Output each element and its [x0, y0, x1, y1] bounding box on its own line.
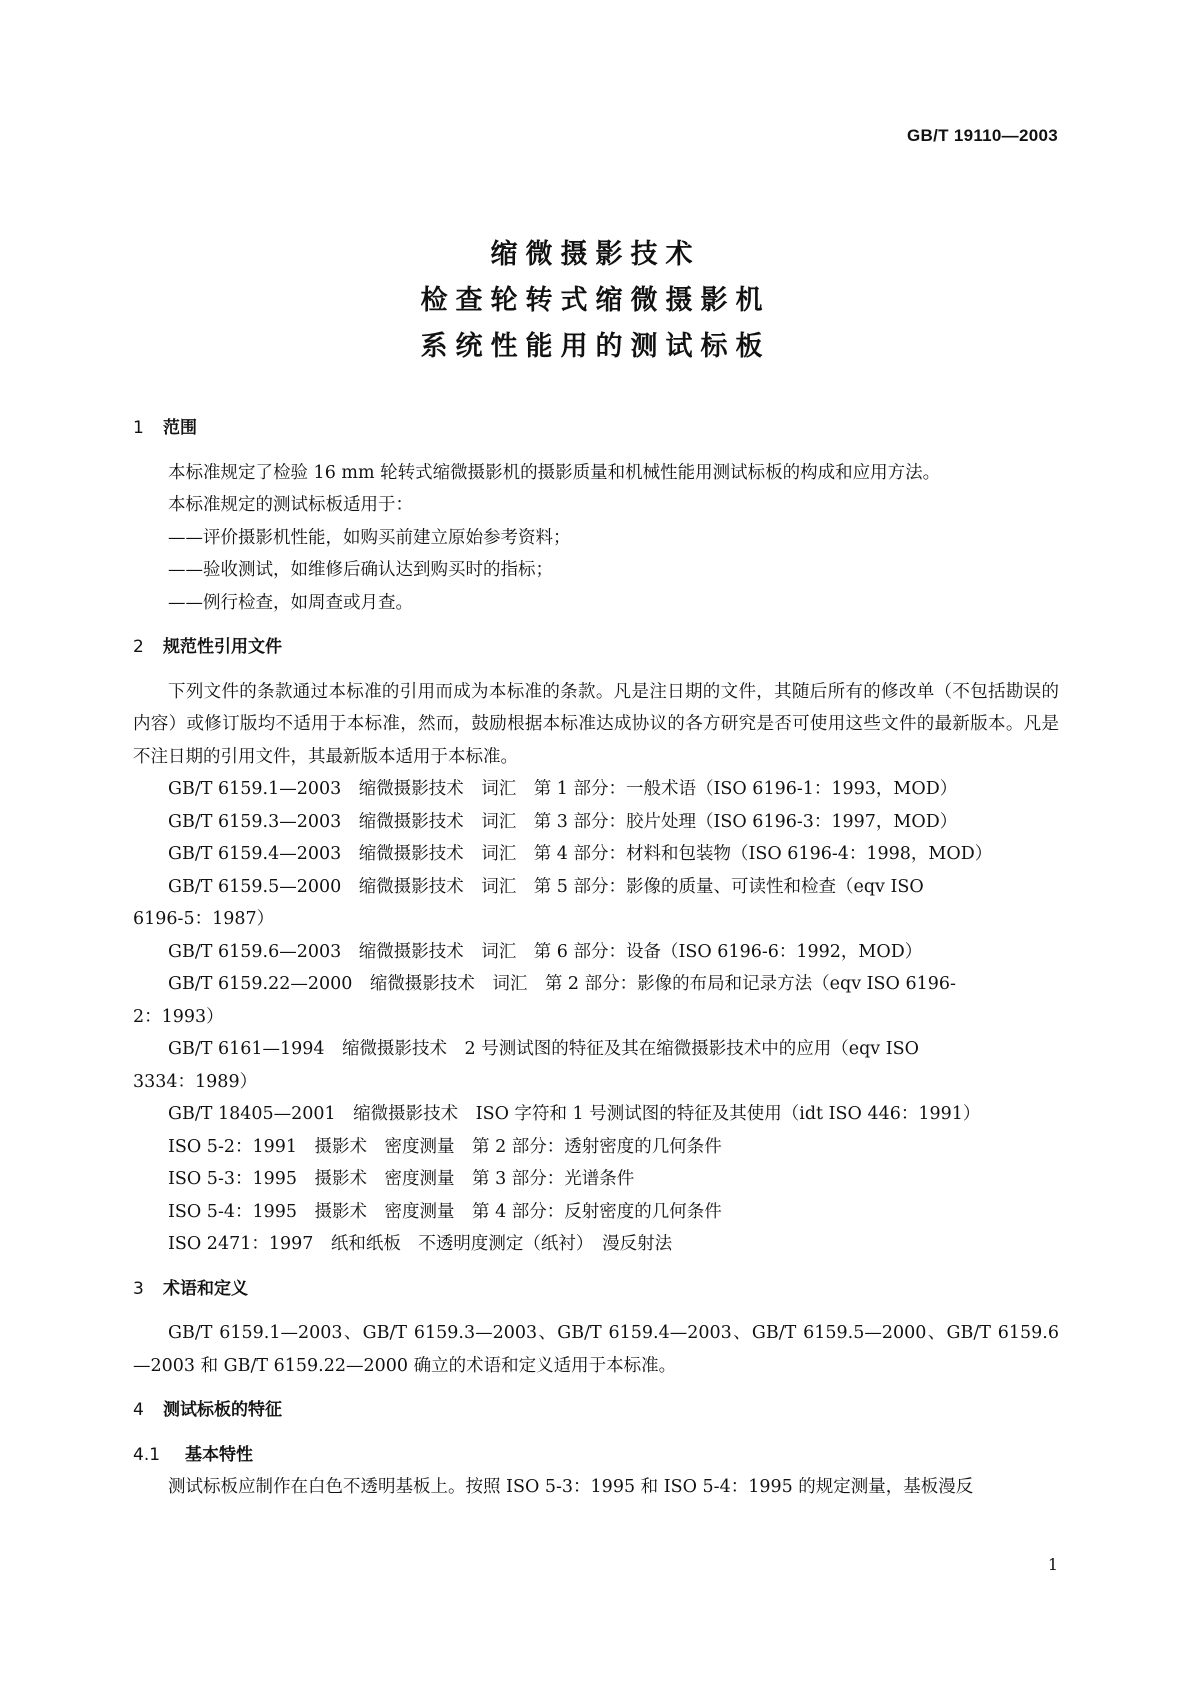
list-item: ——例行检查，如周查或月查。	[168, 592, 413, 613]
section-3-heading	[133, 1273, 1059, 1306]
reference-item: GB/T 6159.5—2000 缩微摄影技术 词汇 第 5 部分：影像的质量、可读性和检查（eqv ISO	[168, 876, 924, 897]
list-item: ——验收测试，如维修后确认达到购买时的指标；	[168, 560, 553, 580]
section-title: 测试标板的特征	[163, 1400, 282, 1420]
document-body	[133, 412, 1059, 1504]
reference-item-continuation: 6196-5：1987）	[133, 909, 275, 929]
page-number: 1	[1047, 1555, 1058, 1574]
title-line-3: 系统性能用的测试标板	[420, 331, 771, 362]
section-4-heading	[133, 1394, 1059, 1427]
paragraph: 本标准规定了检验 16 mm 轮转式缩微摄影机的摄影质量和机械性能用测试标板的构成和应用方法。	[168, 462, 941, 483]
reference-item: GB/T 6159.3—2003 缩微摄影技术 词汇 第 3 部分：胶片处理（ISO 6196-3：1997，MOD）	[168, 811, 958, 832]
reference-item: GB/T 6159.1—2003 缩微摄影技术 词汇 第 1 部分：一般术语（ISO 6196-1：1993，MOD）	[168, 779, 958, 799]
reference-item: GB/T 6159.6—2003 缩微摄影技术 词汇 第 6 部分：设备（ISO 6196-6：1992，MOD）	[168, 941, 923, 962]
reference-item: GB/T 6161—1994 缩微摄影技术 2 号测试图的特征及其在缩微摄影技术中的应用（eqv ISO	[168, 1039, 919, 1059]
section-1-heading	[133, 412, 1059, 445]
title-line-2: 检查轮转式缩微摄影机	[420, 285, 771, 316]
section-number: 3	[133, 1278, 144, 1299]
section-2-heading	[133, 631, 1059, 664]
reference-item: ISO 5-2：1991 摄影术 密度测量 第 2 部分：透射密度的几何条件	[168, 1136, 722, 1157]
section-number: 1	[133, 418, 144, 438]
section-title: 范围	[163, 418, 197, 438]
paragraph: GB/T 6159.1—2003、GB/T 6159.3—2003、GB/T 6159.4—2003、GB/T 6159.5—2000、GB/T 6159.6—2003 和 GB/T 6159.22—2000 确立的术语和定义适用于本标准。	[133, 1323, 1059, 1376]
paragraph: 测试标板应制作在白色不透明基板上。按照 ISO 5-3：1995 和 ISO 5-4：1995 的规定测量，基板漫反	[168, 1477, 974, 1497]
reference-item: GB/T 6159.22—2000 缩微摄影技术 词汇 第 2 部分：影像的布局和记录方法（eqv ISO 6196-	[168, 974, 956, 994]
paragraph: 下列文件的条款通过本标准的引用而成为本标准的条款。凡是注日期的文件，其随后所有的修改单（不包括勘误的内容）或修订版均不适用于本标准，然而，鼓励根据本标准达成协议的各方研究是否可使用这些文件的最新版本。凡是不注日期的引用文件，其最新版本适用于本标准。	[133, 681, 1059, 767]
section-number: 4	[133, 1400, 144, 1420]
subsection-4-1-heading	[133, 1439, 1059, 1472]
reference-item-continuation: 2：1993）	[133, 1006, 224, 1027]
section-title: 规范性引用文件	[163, 637, 282, 657]
title-line-1: 缩微摄影技术	[490, 239, 701, 270]
section-title: 术语和定义	[163, 1278, 248, 1299]
reference-item-continuation: 3334：1989）	[133, 1071, 258, 1092]
document-title	[0, 232, 1191, 370]
reference-item: ISO 5-4：1995 摄影术 密度测量 第 4 部分：反射密度的几何条件	[168, 1201, 722, 1222]
list-item: ——评价摄影机性能，如购买前建立原始参考资料；	[168, 527, 571, 548]
subsection-title: 基本特性	[185, 1444, 253, 1465]
standard-code: GB/T 19110—2003	[907, 126, 1058, 145]
paragraph: 本标准规定的测试标板适用于：	[168, 495, 413, 515]
section-number: 2	[133, 637, 144, 657]
reference-item: GB/T 6159.4—2003 缩微摄影技术 词汇 第 4 部分：材料和包装物（ISO 6196-4：1998，MOD）	[168, 844, 993, 864]
reference-item: ISO 2471：1997 纸和纸板 不透明度测定（纸衬） 漫反射法	[168, 1234, 673, 1254]
reference-item: GB/T 18405—2001 缩微摄影技术 ISO 字符和 1 号测试图的特征及其使用（idt ISO 446：1991）	[168, 1104, 981, 1124]
reference-item: ISO 5-3：1995 摄影术 密度测量 第 3 部分：光谱条件	[168, 1169, 635, 1189]
subsection-number: 4.1	[133, 1444, 161, 1465]
